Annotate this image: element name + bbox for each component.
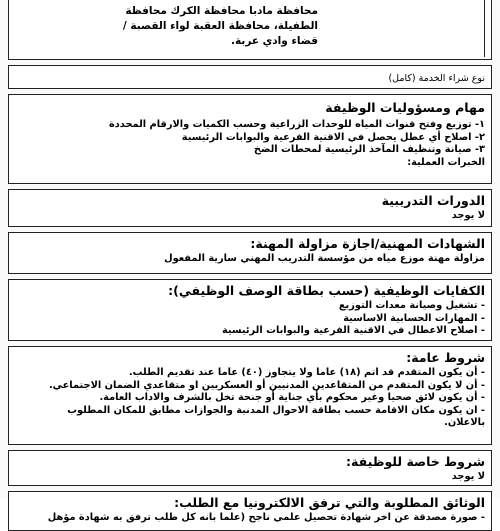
location-label-cell	[324, 0, 485, 57]
condition-item: - أن يكون لائق صحيا وغير محكوم بأي جناية أو جنحة تخل بالشرف والاداب العامة.	[99, 392, 485, 403]
duty-item: ١- توزيع وفتح قنوات المياه للوحدات الزراعية وحسب الكميات والارقام المحددة	[109, 119, 485, 130]
certificates-section	[8, 232, 492, 274]
general-conditions-title: شروط عامة:	[406, 350, 485, 365]
service-type: نوع شراء الخدمة (كامل)	[388, 73, 485, 84]
duty-item: ٢- اصلاح أي عطل يحصل في الاقنية الفرعية والبوابات الرئيسية	[181, 131, 485, 143]
certificates-value: مزاولة مهنة موزع مياه من مؤسسة التدريب المهني سارية المفعول	[164, 253, 485, 264]
location-box	[8, 0, 492, 60]
general-conditions-section	[8, 346, 492, 445]
service-type-box	[8, 65, 492, 89]
courses-section	[8, 189, 492, 227]
special-conditions-title: شروط خاصة للوظيفة:	[346, 454, 485, 469]
location-text	[15, 0, 324, 57]
competency-item: - اصلاح الاعطال في الاقنية الفرعية والبوابات الرئيسية	[221, 325, 485, 336]
condition-item: - أن يكون المتقدم قد اتم (١٨) عاما ولا يتجاوز (٤٠) عاما عند تقديم الطلب.	[128, 367, 485, 378]
duty-item: ٣- صيانة وتنظيف المآخذ الرئيسية لمحطات الضخ	[253, 144, 485, 155]
condition-item: - أن لا يكون المتقدم من المتقاعدين المدنيين أو العسكريين او متقاعدي الضمان الاجتماعي.	[48, 379, 485, 391]
certificates-title: الشهادات المهنية/اجازة مزاولة المهنة:	[250, 236, 485, 251]
condition-item: - ان يكون مكان الاقامة حسب بطاقة الاحوال المدنية والجوازات مطابق للمكان المطلوب	[67, 404, 485, 416]
special-conditions-value: لا يوجد	[451, 471, 485, 482]
documents-title: الوثائق المطلوبة والتي ترفق الالكترونيا مع الطلب:	[174, 495, 485, 510]
document-item: - صورة مصدقة عن اخر شهادة تحصيل علمي ناجح (علما بانه كل طلب ترفق به شهادة مؤهل	[47, 512, 485, 523]
duties-title: مهام ومسؤوليات الوظيفة	[325, 100, 485, 115]
competency-item: - المهارات الحسابية الاساسية	[343, 312, 485, 324]
duties-section	[8, 94, 492, 184]
location-line: الطفيلة، محافظة العقبة لواء القصبة /	[122, 20, 318, 32]
competencies-title: الكفايات الوظيفية (حسب بطاقة الوصف الوظيفي):	[168, 283, 485, 298]
documents-section	[8, 491, 492, 531]
experience-label: الخبرات العملية:	[407, 156, 485, 168]
courses-value: لا يوجد	[451, 210, 485, 221]
competencies-section	[8, 279, 492, 341]
location-line: قضاء وادي عربة.	[231, 35, 318, 47]
special-conditions-section	[8, 450, 492, 486]
competency-item: - تشغيل وصيانة معدات التوزيع	[338, 300, 485, 311]
location-line: محافظة مادبا محافظة الكرك محافظة	[125, 5, 318, 17]
courses-title: الدورات التدريبية	[381, 193, 485, 208]
condition-item: بالاعلان.	[444, 417, 485, 428]
